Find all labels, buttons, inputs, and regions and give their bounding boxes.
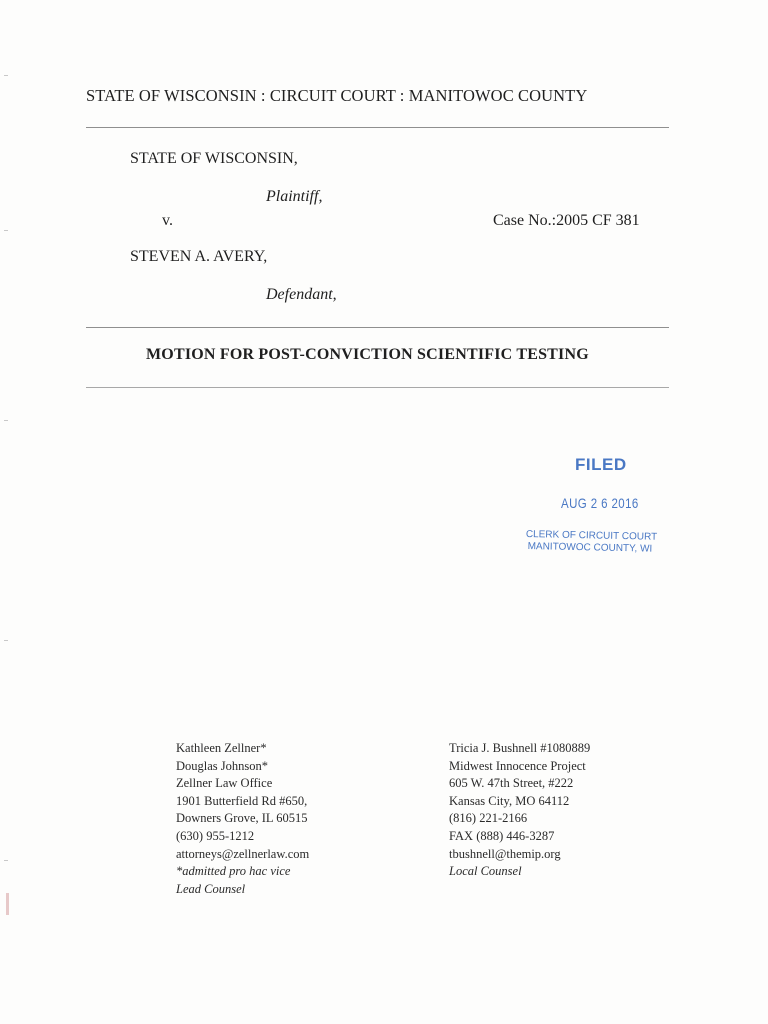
counsel-line: FAX (888) 446-3287 (449, 828, 555, 843)
clerk-line-2: MANITOWOC COUNTY, WI (527, 541, 653, 555)
local-counsel-role: Local Counsel (449, 864, 522, 879)
case-number: Case No.:2005 CF 381 (493, 212, 640, 229)
motion-title: MOTION FOR POST-CONVICTION SCIENTIFIC TESTING (146, 346, 589, 363)
counsel-line: Midwest Innocence Project (449, 758, 586, 773)
caption-rule (86, 327, 669, 328)
counsel-line: Zellner Law Office (176, 776, 273, 791)
header-rule (86, 127, 669, 128)
counsel-line: Downers Grove, IL 60515 (176, 811, 308, 826)
counsel-email: attorneys@zellnerlaw.com (176, 846, 310, 861)
plaintiff-role: Plaintiff, (266, 188, 323, 205)
defendant-name: STEVEN A. AVERY, (130, 248, 268, 265)
filed-stamp-clerk (525, 529, 657, 556)
clerk-line-1: CLERK OF CIRCUIT COURT (525, 529, 658, 543)
scan-edge-mark (6, 893, 9, 915)
counsel-line: Kansas City, MO 64112 (449, 793, 570, 808)
filed-stamp: FILED (575, 455, 627, 474)
counsel-line: 605 W. 47th Street, #222 (449, 776, 574, 791)
scan-edge-mark (4, 420, 8, 421)
scan-edge-mark (4, 860, 8, 861)
title-rule (86, 387, 669, 388)
pro-hac-vice-note: *admitted pro hac vice (176, 864, 291, 879)
filed-stamp-date: AUG 2 6 2016 (561, 495, 639, 511)
counsel-line: (630) 955-1212 (176, 828, 255, 843)
counsel-line: Tricia J. Bushnell #1080889 (449, 741, 591, 755)
defendant-role: Defendant, (266, 286, 337, 303)
court-header: STATE OF WISCONSIN : CIRCUIT COURT : MANITOWOC COUNTY (86, 86, 588, 105)
lead-counsel-role: Lead Counsel (176, 881, 246, 896)
counsel-line: Kathleen Zellner* (176, 741, 267, 755)
local-counsel-block (449, 740, 590, 881)
counsel-line: (816) 221-2166 (449, 811, 528, 826)
counsel-email: tbushnell@themip.org (449, 846, 561, 861)
counsel-line: 1901 Butterfield Rd #650, (176, 793, 308, 808)
lead-counsel-block (176, 740, 309, 898)
plaintiff-name: STATE OF WISCONSIN, (130, 150, 298, 167)
counsel-line: Douglas Johnson* (176, 758, 269, 773)
scan-edge-mark (4, 230, 8, 231)
versus-label: v. (162, 212, 173, 229)
scan-edge-mark (4, 640, 8, 641)
scan-edge-mark (4, 75, 8, 76)
